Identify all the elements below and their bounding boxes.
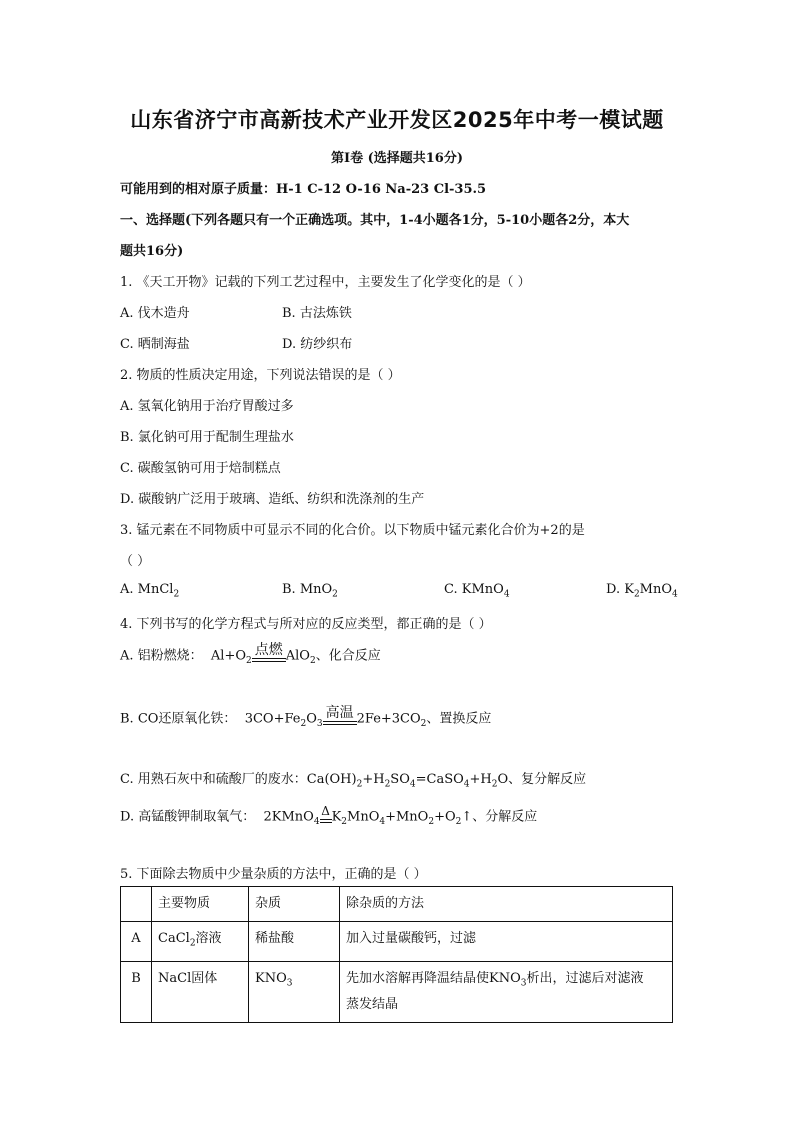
table-cell: 加入过量碳酸钙，过滤 [340, 922, 673, 962]
q1-option-c: C. 晒制海盐 [120, 337, 190, 352]
section-heading-line1: 一、选择题(下列各题只有一个正确选项。其中，1-4小题各1分，5-10小题各2分，本大 [120, 213, 630, 228]
q1-stem: 1. 《天工开物》记载的下列工艺过程中，主要发生了化学变化的是（ ） [120, 275, 531, 290]
table-cell: A [121, 922, 152, 962]
q4-stem: 4. 下列书写的化学方程式与所对应的反应类型，都正确的是（ ） [120, 617, 492, 632]
q4-option-c: C. 用熟石灰中和硫酸厂的废水：$Ca(OH)_2+H_2SO_4=CaSO_4+H_2O$、复分解反应 [120, 772, 587, 790]
table-header-cell [121, 887, 152, 922]
q1-option-b: B. 古法炼铁 [282, 306, 352, 321]
q3-option-a: A. MnCl$_2$ [120, 582, 180, 600]
q3-paren: （ ） [120, 554, 151, 569]
q3-option-b: B. MnO$_2$ [282, 582, 338, 600]
q2-option-b: B. 氯化钠可用于配制生理盐水 [120, 430, 294, 445]
table-cell: $KNO_3$ [249, 961, 340, 1023]
table-row [121, 922, 673, 962]
q3-option-c: C. KMnO$_4$ [444, 582, 510, 600]
table-cell: 先加水溶解再降温结晶使$KNO_3$析出，过滤后对滤液 蒸发结晶 [340, 961, 673, 1023]
table-header-cell: 除杂质的方法 [340, 887, 673, 922]
table-row [121, 961, 673, 1023]
q2-option-c: C. 碳酸氢钠可用于焙制糕点 [120, 461, 281, 476]
q5-table [120, 886, 673, 1023]
table-cell: 稀盐酸 [249, 922, 340, 962]
table-cell: B [121, 961, 152, 1023]
table-header-row [121, 887, 673, 922]
q2-option-d: D. 碳酸钠广泛用于玻璃、造纸、纺织和洗涤剂的生产 [120, 492, 425, 507]
q1-option-a: A. 伐木造舟 [120, 306, 190, 321]
gas-arrow-icon: ↑ [461, 809, 473, 825]
reaction-condition: 高温 [323, 705, 357, 729]
q2-stem: 2. 物质的性质决定用途，下列说法错误的是（ ） [120, 368, 401, 383]
section-heading-line2: 题共16分) [120, 244, 184, 259]
q4-option-d: D. 高锰酸钾制取氧气： 2KMnO$_4$ Δ $K_2MnO_4+MnO_2+O_2↑$、分解反应 [120, 804, 538, 827]
q3-option-d: D. $K_2MnO_4$ [606, 582, 678, 600]
table-header-cell: 主要物质 [152, 887, 249, 922]
q3-stem: 3. 锰元素在不同物质中可显示不同的化合价。以下物质中锰元素化合价为+2的是 [120, 523, 585, 538]
q4-option-a: A. 铝粉燃烧： $Al+O_2$ 点燃 AlO$_2$、化合反应 [120, 642, 381, 666]
table-cell: CaCl$_2$溶液 [152, 922, 249, 962]
section-subtitle: 第I卷 (选择题共16分) [331, 151, 463, 166]
table-header-cell: 杂质 [249, 887, 340, 922]
reaction-condition: 点燃 [252, 642, 286, 666]
q1-option-d: D. 纺纱织布 [282, 337, 353, 352]
reaction-condition: Δ [320, 803, 332, 827]
atomic-masses: 可能用到的相对原子质量：H-1 C-12 O-16 Na-23 Cl-35.5 [120, 182, 487, 197]
table-cell: NaCl固体 [152, 961, 249, 1023]
q2-option-a: A. 氢氧化钠用于治疗胃酸过多 [120, 399, 294, 414]
q4-option-b: B. CO还原氧化铁： $3CO+Fe_2O_3$ 高温 $2Fe+3CO_2$、置换反应 [120, 705, 492, 729]
q5-stem: 5. 下面除去物质中少量杂质的方法中，正确的是（ ） [120, 867, 427, 882]
page-title: 山东省济宁市高新技术产业开发区2025年中考一模试题 [130, 108, 664, 132]
